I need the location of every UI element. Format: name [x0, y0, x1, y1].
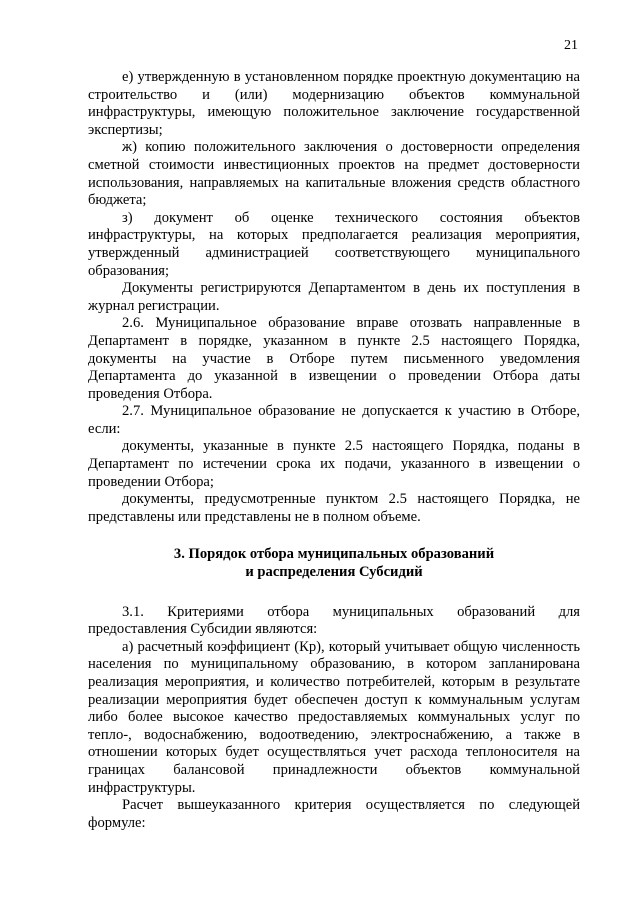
paragraph-2-7: 2.7. Муниципальное образование не допускается к участию в Отборе, если: — [88, 403, 580, 437]
paragraph-item-a: а) расчетный коэффициент (Кр), который учитывает общую численность населения по муниципальному образованию, в котором запланирована реализация мероприятия, и количество потребителей, которым в результате реализации мероприятия будет обеспечен доступ к коммунальным услугам либо более высокое качество предоставляемых коммунальных услуг по тепло-, водоснабжению, водоотведению, электроснабжению, а также в отношении которых будет осуществляться учет расхода теплоносителя на границах балансовой принадлежности объектов коммунальной инфраструктуры. — [88, 638, 580, 796]
section-heading-line-2: и распределения Субсидий — [245, 564, 423, 581]
paragraph-item-e: е) утвержденную в установленном порядке проектную документацию на строительство и (или) модернизацию объектов коммунальной инфраструктуры, имеющую положительное заключение государственной экспертизы; — [88, 69, 580, 138]
page-number: 21 — [564, 38, 578, 53]
paragraph-2-6: 2.6. Муниципальное образование вправе отозвать направленные в Департамент в порядке, указанном в пункте 2.5 настоящего Порядка, документы на участие в Отборе путем письменного уведомления Департамента до указанной в извещении о проведении Отбора даты проведения Отбора. — [88, 315, 580, 402]
paragraph-item-zh: ж) копию положительного заключения о достоверности определения сметной стоимости инвестиционных проектов на предмет достоверности использования, направляемых на капитальные вложения средств областного бюджета; — [88, 139, 580, 209]
paragraph-3-1: 3.1. Критериями отбора муниципальных образований для предоставления Субсидии являются: — [88, 603, 580, 638]
paragraph-registration: Документы регистрируются Департаментом в день их поступления в журнал регистрации. — [88, 280, 580, 314]
paragraph-2-7-reason-1: документы, указанные в пункте 2.5 настоящего Порядка, поданы в Департамент по истечении срока их подачи, указанного в извещении о проведении Отбора; — [88, 438, 580, 490]
paragraph-2-7-reason-2: документы, предусмотренные пунктом 2.5 настоящего Порядка, не представлены или представлены не в полном объеме. — [88, 491, 580, 525]
section-heading-line-1: 3. Порядок отбора муниципальных образований — [173, 546, 495, 563]
paragraph-item-z: з) документ об оценке технического состояния объектов инфраструктуры, на которых предполагается реализация мероприятия, утвержденный администрацией соответствующего муниципального образования; — [88, 209, 580, 279]
section-heading — [88, 546, 580, 581]
paragraph-formula-intro: Расчет вышеуказанного критерия осуществляется по следующей формуле: — [88, 797, 580, 831]
document-body — [88, 69, 580, 832]
